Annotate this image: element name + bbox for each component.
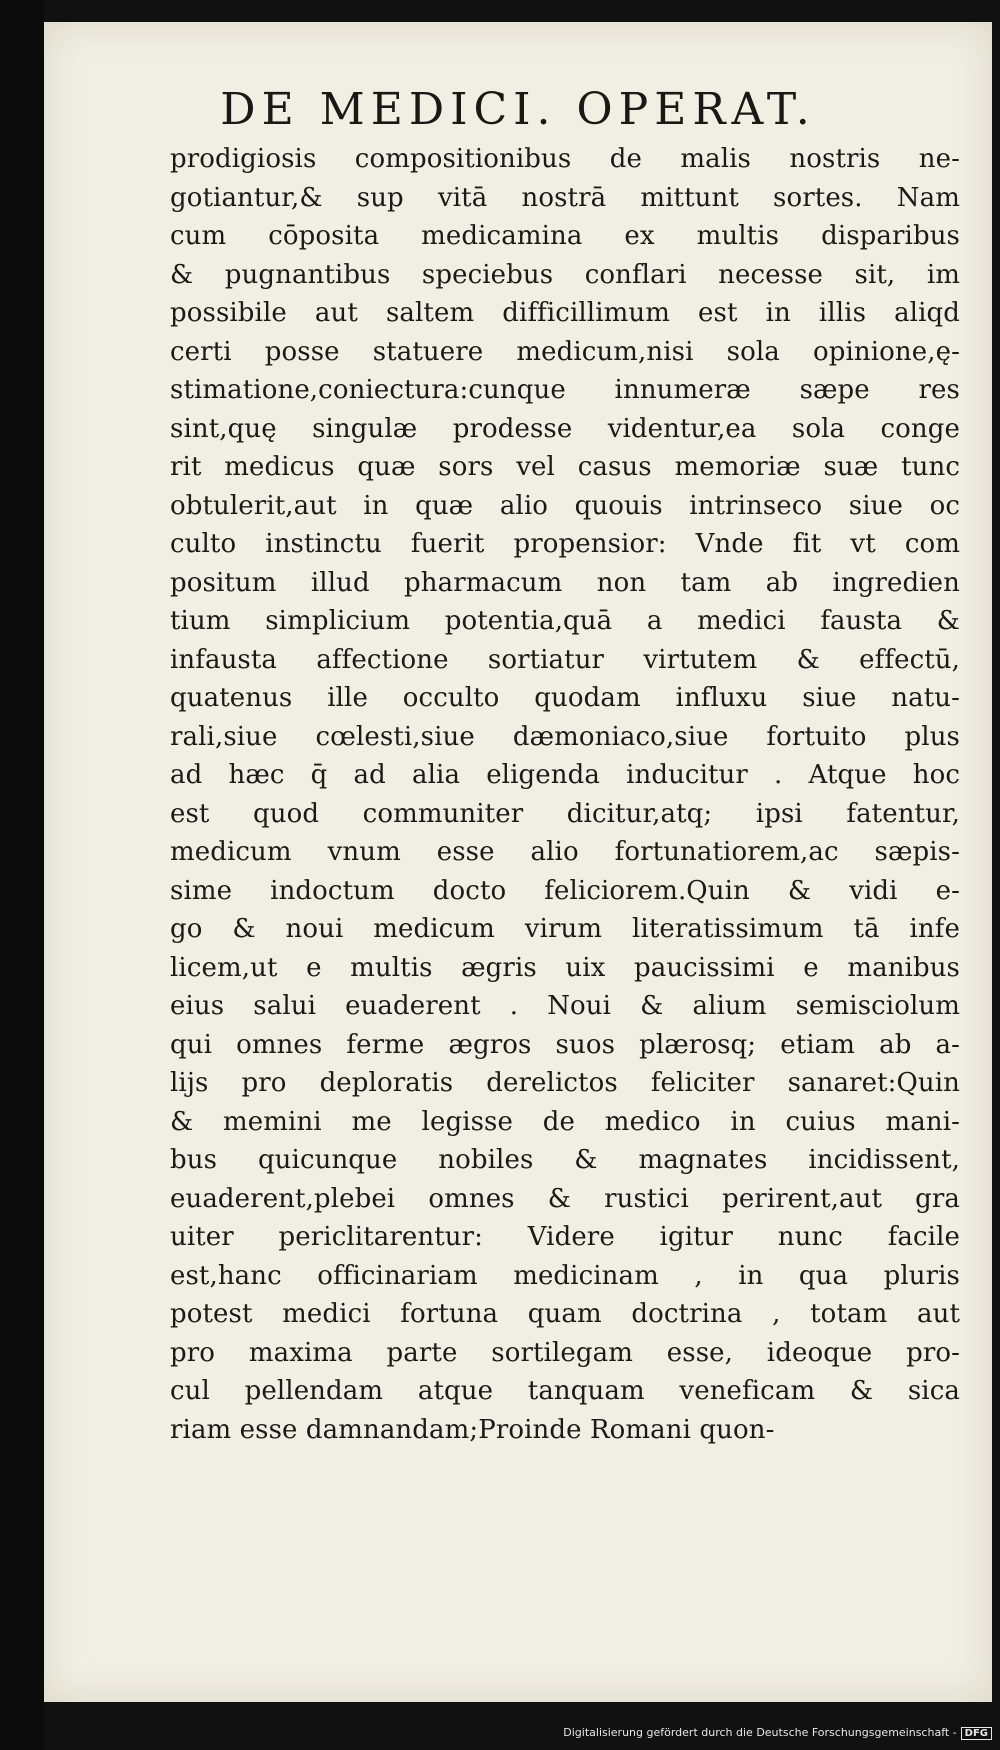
text-line: & pugnantibus speciebus conflari necesse sit, im: [170, 259, 960, 290]
text-line: prodigiosis compositionibus de malis nostris ne-: [170, 144, 960, 174]
text-line: & memini me legisse de medico in cuius mani-: [170, 1106, 960, 1137]
text-line: bus quicunque nobiles & magnates incidissent,: [170, 1145, 960, 1175]
text-line: eius salui euaderent . Noui & alium semisciolum: [170, 991, 960, 1021]
text-line: medicum vnum esse alio fortunatiorem,ac sæpis-: [170, 837, 960, 867]
text-line: lijs pro deploratis derelictos feliciter sanaret:Quin: [170, 1068, 960, 1098]
text-line: infausta affectione sortiatur virtutem & effectū,: [170, 644, 960, 675]
text-line: qui omnes ferme ægros suos plærosq; etiam ab a-: [170, 1029, 960, 1060]
text-line: sime indoctum docto feliciorem.Quin & vidi e-: [170, 875, 960, 906]
text-line: possibile aut saltem difficillimum est in illis aliqd: [170, 298, 960, 328]
text-line: rali,siue cœlesti,siue dæmoniaco,siue fortuito plus: [170, 721, 960, 752]
scan-border: [0, 0, 44, 1750]
text-line: stimatione,coniectura:cunque innumeræ sæpe res: [170, 375, 960, 405]
text-line: certi posse statuere medicum,nisi sola opinione,ę-: [170, 336, 960, 367]
body-text: [170, 140, 960, 1449]
digitization-credit: [563, 1726, 992, 1740]
book-page: [44, 22, 992, 1702]
text-line: go & noui medicum virum literatissimum tā infe: [170, 914, 960, 944]
text-line: obtulerit,aut in quæ alio quouis intrinseco siue oc: [170, 490, 960, 521]
text-line: cul pellendam atque tanquam veneficam & sica: [170, 1376, 960, 1406]
credit-text: Digitalisierung gefördert durch die Deutsche Forschungsgemeinschaft -: [563, 1726, 957, 1739]
text-line: uiter periclitarentur: Videre igitur nunc facile: [170, 1222, 960, 1252]
text-line: positum illud pharmacum non tam ab ingredien: [170, 567, 960, 598]
text-line: est,hanc officinariam medicinam , in qua pluris: [170, 1260, 960, 1291]
text-line: cum cōposita medicamina ex multis disparibus: [170, 221, 960, 251]
text-line: quatenus ille occulto quodam influxu siue natu-: [170, 683, 960, 713]
text-line: riam esse damnandam;Proinde Romani quon-: [170, 1414, 775, 1445]
text-line: potest medici fortuna quam doctrina , totam aut: [170, 1299, 960, 1329]
text-line: pro maxima parte sortilegam esse, ideoque pro-: [170, 1337, 960, 1368]
text-line: est quod communiter dicitur,atq; ipsi fatentur,: [170, 798, 960, 829]
text-line: culto instinctu fuerit propensior: Vnde fit vt com: [170, 529, 960, 559]
text-line: licem,ut e multis ægris uix paucissimi e manibus: [170, 952, 960, 983]
text-line: ad hæc q̄ ad alia eligenda inducitur . Atque hoc: [170, 760, 960, 790]
text-line: tium simplicium potentia,quā a medici fausta &: [170, 606, 960, 636]
running-head: DE MEDICI. OPERAT.: [220, 84, 816, 135]
text-line: euaderent,plebei omnes & rustici perirent,aut gra: [170, 1183, 960, 1214]
text-line: rit medicus quæ sors vel casus memoriæ suæ tunc: [170, 452, 960, 482]
dfg-logo-icon: DFG: [961, 1727, 992, 1740]
text-line: gotiantur,& sup vitā nostrā mittunt sortes. Nam: [170, 182, 960, 213]
text-line: sint,quę singulæ prodesse videntur,ea sola conge: [170, 413, 960, 444]
